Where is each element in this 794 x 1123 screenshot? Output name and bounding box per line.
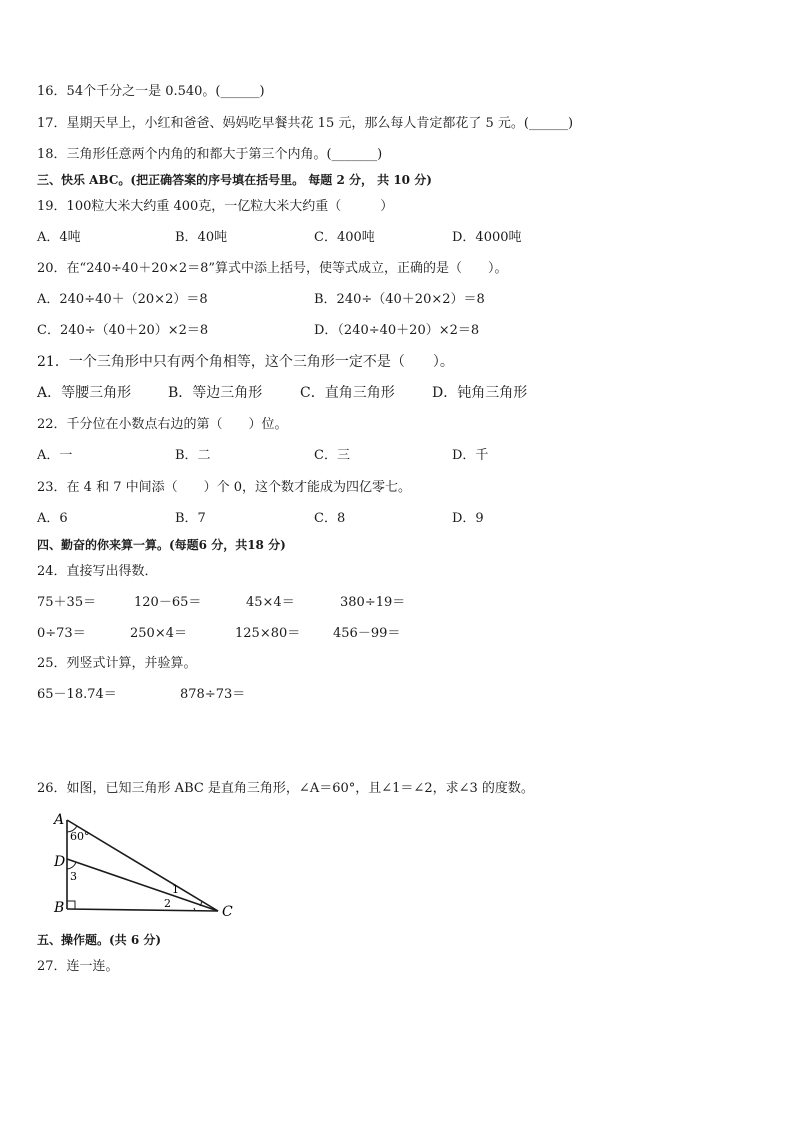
label-angle-1: 1 [172,883,179,896]
side-ac [67,820,218,911]
label-d: D [54,854,66,870]
question-27: 27．连一连。 [37,959,119,974]
right-angle-mark [67,901,75,909]
q24-item: 120－65＝ [134,595,202,610]
q22-option-c: C．三 [314,448,350,463]
q24-item: 380÷19＝ [340,595,406,610]
q19-option-a: A．4吨 [37,230,81,245]
q24-item: 75＋35＝ [37,595,97,610]
q20-option-d: D．（240÷40＋20）×2＝8 [314,323,480,338]
q20-option-c: C．240÷（40＋20）×2＝8 [37,323,209,338]
question-16: 16．54个千分之一是 0.540。(______) [37,84,265,99]
segment-dc [67,859,218,911]
question-17: 17．星期天早上，小红和爸爸、妈妈吃早餐共花 15 元，那么每人肯定都花了 5 元。(______) [37,116,574,131]
q19-option-d: D．4000吨 [452,230,522,245]
q24-item: 0÷73＝ [37,626,86,641]
question-18: 18．三角形任意两个内角的和都大于第三个内角。(_______) [37,147,383,162]
label-angle-3: 3 [70,870,77,883]
q23-option-b: B．7 [175,511,206,526]
q23-option-a: A．6 [37,511,68,526]
question-24-stem: 24．直接写出得数． [37,564,158,579]
q25-item: 65－18.74＝ [37,687,117,702]
q21-option-d: D．钝角三角形 [432,385,528,401]
section-3-heading: 三、快乐 ABC。(把正确答案的序号填在括号里。 每题 2 分， 共 10 分) [37,173,432,187]
q23-option-c: C．8 [314,511,346,526]
angle-3-arc [67,862,76,869]
q20-option-a: A．240÷40＋（20×2）＝8 [37,292,208,307]
label-b: B [54,900,65,916]
question-25-stem: 25．列竖式计算，并验算。 [37,656,197,671]
q20-option-b: B．240÷（40＋20×2）＝8 [314,292,485,307]
question-22-stem: 22．千分位在小数点右边的第（ ）位。 [37,417,288,432]
q25-item: 878÷73＝ [180,687,246,702]
q24-item: 125×80＝ [235,626,301,641]
question-26-stem: 26．如图，已知三角形 ABC 是直角三角形，∠A＝60°，且∠1＝∠2，求∠3 的度数。 [37,781,534,796]
question-21-stem: 21．一个三角形中只有两个角相等，这个三角形一定不是（ ）。 [37,354,454,370]
section-5-heading: 五、操作题。(共 6 分) [37,933,162,947]
q23-option-d: D．9 [452,511,484,526]
q24-item: 45×4＝ [246,595,295,610]
right-triangle-figure [48,808,238,920]
label-c: C [222,904,233,920]
q24-item: 250×4＝ [130,626,187,641]
q22-option-a: A．一 [37,448,73,463]
q22-option-d: D．千 [452,448,489,463]
question-19-stem: 19．100粒大米大约重 400克，一亿粒大米大约重（ ） [37,199,394,214]
q21-option-a: A．等腰三角形 [37,385,132,401]
section-4-heading: 四、勤奋的你来算一算。(每题6 分，共18 分) [37,538,286,552]
label-a: A [54,812,65,828]
q22-option-b: B．二 [175,448,211,463]
q21-option-c: C．直角三角形 [300,385,395,401]
label-angle-2: 2 [164,897,171,910]
q24-item: 456－99＝ [333,626,401,641]
question-23-stem: 23．在 4 和 7 中间添（ ）个 0，这个数才能成为四亿零七。 [37,480,412,495]
label-angle-a: 60° [70,830,90,843]
question-20-stem: 20．在“240÷40＋20×2＝8”算式中添上括号，使等式成立，正确的是（ ）。 [37,261,508,276]
q19-option-c: C．400吨 [314,230,375,245]
q21-option-b: B．等边三角形 [168,385,263,401]
q19-option-b: B．40吨 [175,230,228,245]
